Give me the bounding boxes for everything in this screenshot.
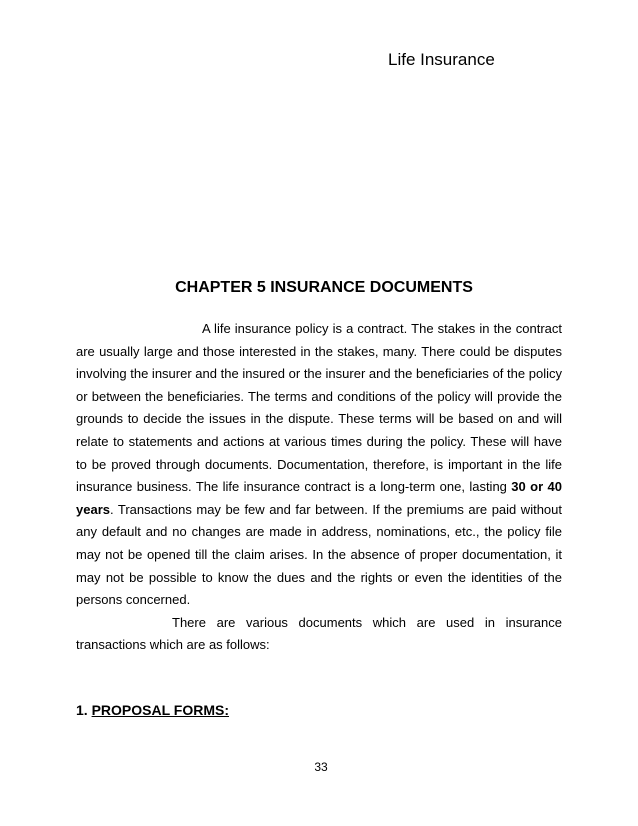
section-title: PROPOSAL FORMS: <box>91 702 229 718</box>
page-number: 33 <box>314 760 328 774</box>
paragraph-intro <box>76 318 562 612</box>
paragraph-documents: There are various documents which are used in insurance transactions which are as follows: <box>76 614 562 653</box>
paragraph-intro-text-1: A life insurance policy is a contract. The stakes in the contract are usually large and those interested in the stakes, many. There could be disputes involving the insurer and the insured or the insurer and the beneficiaries of the policy or between the beneficiaries. The terms and conditions of the policy will provide the grounds to decide the issues in the dispute. These terms will be based on and will relate to statements and actions at various times during the policy. These will have to be proved through documents. Documentation, therefore, is important in the life insurance business. The life insurance contract is a long-term one, lasting <box>76 321 562 495</box>
chapter-title: CHAPTER 5 INSURANCE DOCUMENTS <box>175 279 473 296</box>
paragraph-intro-bold: 30 or 40 years <box>76 479 562 517</box>
running-header: Life Insurance <box>388 50 495 69</box>
paragraph-intro-text-2: . Transactions may be few and far between. If the premiums are paid without any default and no changes are made in address, nominations, etc., the policy file may not be opened till the claim arises. In the absence of proper documentation, it may not be possible to know the dues and the rights or even the identities of the persons concerned. <box>76 501 562 608</box>
body-text <box>76 318 562 657</box>
section-heading <box>76 702 229 718</box>
section-number: 1. <box>76 702 92 718</box>
